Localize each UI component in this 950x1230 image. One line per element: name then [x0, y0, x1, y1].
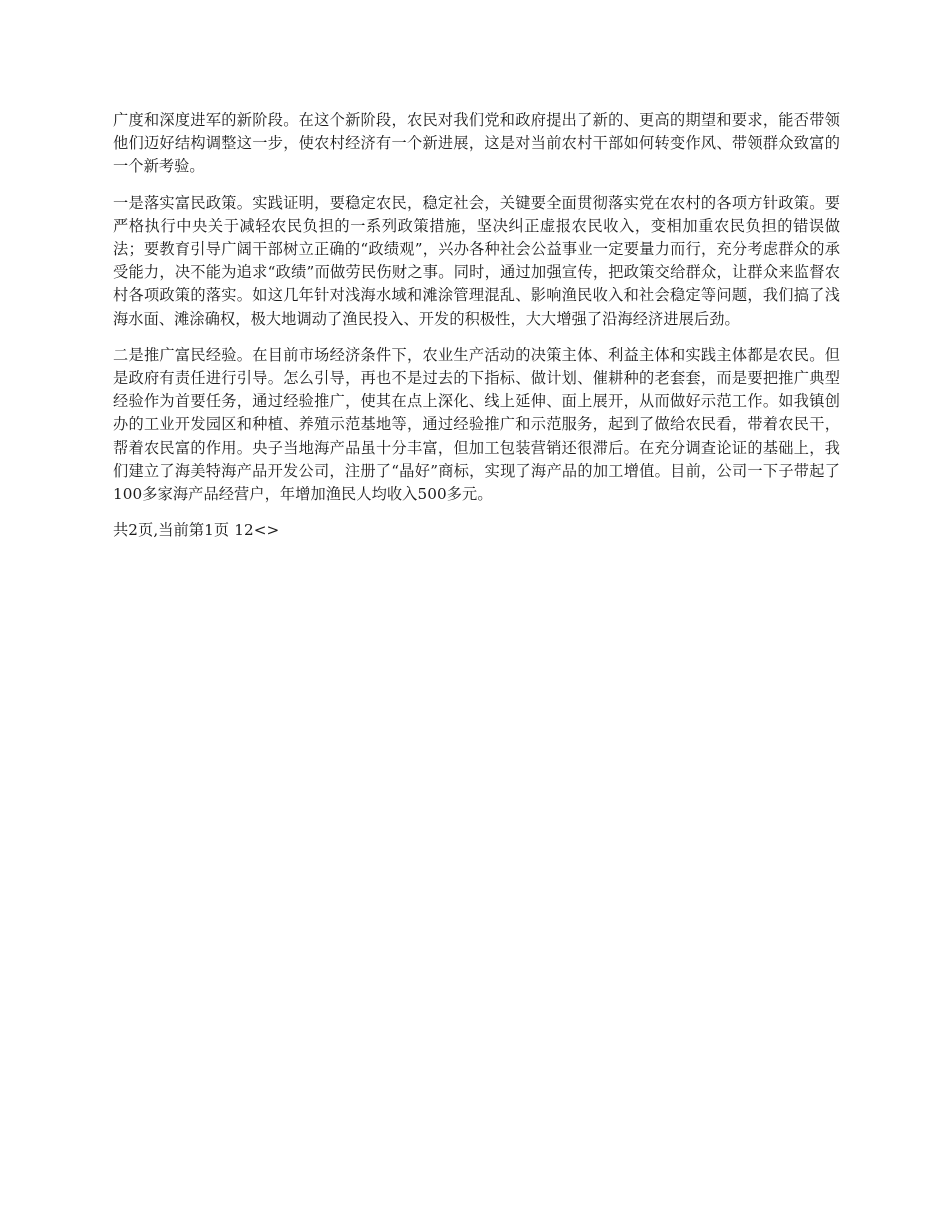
article-body: [113, 109, 840, 542]
article-paragraph-3: 二是推广富民经验。在目前市场经济条件下，农业生产活动的决策主体、利益主体和实践主体都是农民。但是政府有责任进行引导。怎么引导，再也不是过去的下指标、做计划、催耕种的老套套，而是要把推广典型经验作为首要任务，通过经验推广，使其在点上深化、线上延伸、面上展开，从而做好示范工作。如我镇创办的工业开发园区和种植、养殖示范基地等，通过经验推广和示范服务，起到了做给农民看，带着农民干，帮着农民富的作用。央子当地海产品虽十分丰富，但加工包装营销还很滞后。在充分调查论证的基础上，我们建立了海美特海产品开发公司，注册了“晶好”商标，实现了海产品的加工增值。目前，公司一下子带起了100多家海产品经营户，年增加渔民人均收入500多元。: [113, 345, 840, 504]
pagination-page-1[interactable]: 1: [234, 521, 244, 540]
article-paragraph-2: 一是落实富民政策。实践证明，要稳定农民，稳定社会，关键要全面贯彻落实党在农村的各项方针政策。要严格执行中央关于减轻农民负担的一系列政策措施，坚决纠正虚报农民收入，变相加重农民负担的错误做法；要教育引导广阔干部树立正确的“政绩观”，兴办各种社会公益事业一定要量力而行，充分考虑群众的承受能力，决不能为追求“政绩”而做劳民伤财之事。同时，通过加强宣传，把政策交给群众，让群众来监督农村各项政策的落实。如这几年针对浅海水域和滩涂管理混乱、影响渔民收入和社会稳定等问题，我们搞了浅海水面、滩涂确权，极大地调动了渔民投入、开发的积极性，大大增强了沿海经济进展后劲。: [113, 193, 841, 328]
pagination-page-2[interactable]: 2: [243, 521, 254, 540]
pagination-next-button[interactable]: >: [266, 521, 280, 540]
article-paragraph-1: 广度和深度进军的新阶段。在这个新阶段，农民对我们党和政府提出了新的、更高的期望和要求，能否带领他们迈好结构调整这一步，使农村经济有一个新进展，这是对当前农村干部如何转变作风、带领群众致富的一个新考验。: [113, 111, 840, 176]
pagination-summary: 共2页,当前第1页: [113, 521, 230, 540]
pagination-prev-button[interactable]: <: [253, 521, 267, 540]
pagination: [113, 519, 840, 542]
